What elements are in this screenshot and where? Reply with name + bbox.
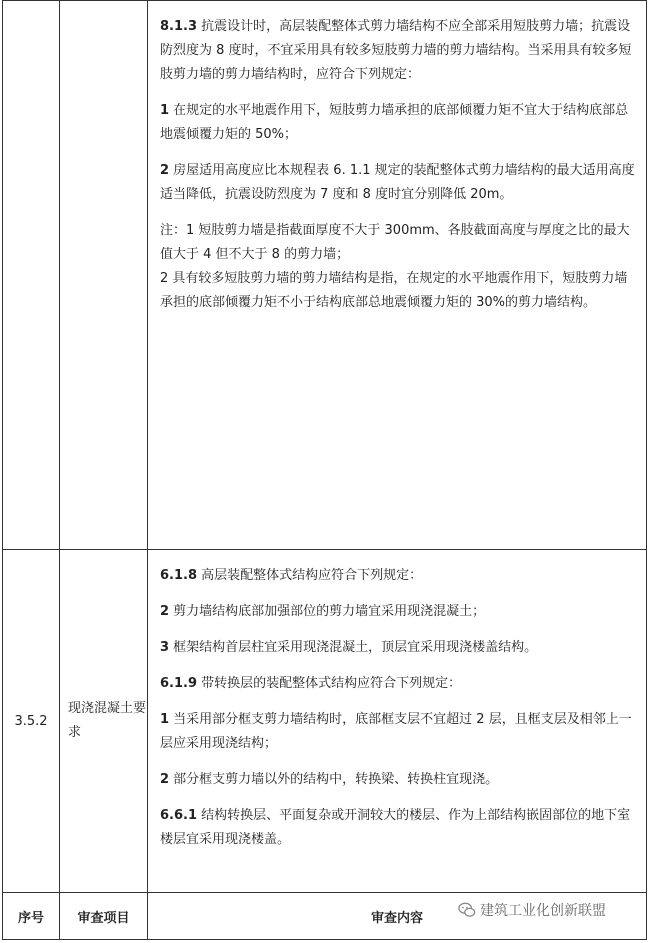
table-row bbox=[3, 1, 647, 550]
clause-paragraph: 8.1.3 抗震设计时，高层装配整体式剪力墙结构不应全部采用短肢剪力墙；抗震设防烈度为 8 度时，不宜采用具有较多短肢剪力墙的剪力墙结构。当采用具有较多短肢剪力墙的剪力墙结构时，应符合下列规定： bbox=[160, 19, 632, 82]
watermark bbox=[454, 897, 610, 923]
clause-paragraph: 6.6.1 结构转换层、平面复杂或开洞较大的楼层、作为上部结构嵌固部位的地下室楼层宜采用现浇楼盖。 bbox=[160, 808, 631, 847]
serial-cell bbox=[3, 550, 60, 893]
content-cell bbox=[148, 550, 647, 893]
watermark-text: 建筑工业化创新联盟 bbox=[480, 903, 606, 919]
header-item: 审查项目 bbox=[60, 893, 148, 940]
serial-text: 3.5.2 bbox=[14, 713, 48, 729]
clause-paragraph: 6.1.9 带转换层的装配整体式结构应符合下列规定： bbox=[160, 676, 462, 691]
clause-paragraph: 3 框架结构首层柱宜采用现浇混凝土，顶层宜采用现浇楼盖结构。 bbox=[160, 640, 538, 655]
header-serial: 序号 bbox=[3, 893, 60, 940]
table-row bbox=[3, 550, 647, 893]
item-cell bbox=[60, 550, 148, 893]
note-paragraph: 注：1 短肢剪力墙是指截面厚度不大于 300mm、各肢截面高度与厚度之比的最大值大于 4 但不大于 8 的剪力墙； bbox=[160, 223, 630, 262]
content-cell bbox=[148, 1, 647, 550]
clause-paragraph: 6.1.8 高层装配整体式结构应符合下列规定： bbox=[160, 568, 423, 583]
serial-cell bbox=[3, 1, 60, 550]
review-table bbox=[2, 0, 647, 940]
clause-paragraph: 2 部分框支剪力墙以外的结构中，转换梁、转换柱宜现浇。 bbox=[160, 772, 499, 787]
clause-paragraph: 1 当采用部分框支剪力墙结构时，底部框支层不宜超过 2 层，且框支层及相邻上一层应采用现浇结构； bbox=[160, 712, 632, 751]
clause-paragraph: 2 房屋适用高度应比本规程表 6. 1.1 规定的装配整体式剪力墙结构的最大适用高度适当降低，抗震设防烈度为 7 度和 8 度时宜分别降低 20m。 bbox=[160, 163, 635, 202]
item-text: 现浇混凝土要求 bbox=[68, 701, 147, 740]
note-paragraph: 2 具有较多短肢剪力墙的剪力墙结构是指，在规定的水平地震作用下，短肢剪力墙承担的底部倾覆力矩不小于结构底部总地震倾覆力矩的 30%的剪力墙结构。 bbox=[160, 271, 628, 310]
item-cell bbox=[60, 1, 148, 550]
clause-paragraph: 2 剪力墙结构底部加强部位的剪力墙宜采用现浇混凝土； bbox=[160, 604, 486, 619]
clause-paragraph: 1 在规定的水平地震作用下，短肢剪力墙承担的底部倾覆力矩不宜大于结构底部总地震倾覆力矩的 50%； bbox=[160, 103, 629, 142]
header-content: 审查内容 bbox=[148, 893, 647, 940]
wechat-logo-icon bbox=[458, 901, 476, 919]
